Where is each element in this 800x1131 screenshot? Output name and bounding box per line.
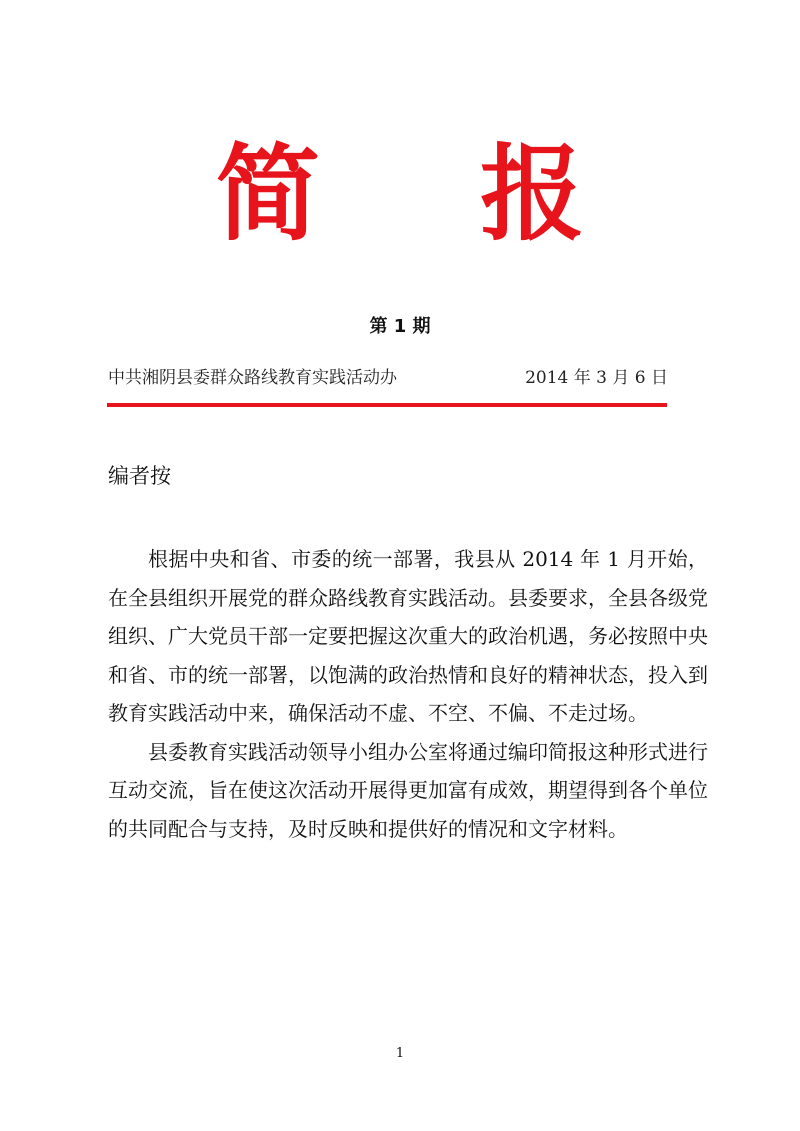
issue-number: 第 1 期 [369,316,431,337]
red-divider-line [107,403,667,407]
page-number: 1 [395,1046,405,1061]
bulletin-masthead-title: 简 报 [215,132,647,255]
issuer-name: 中共湘阴县委群众路线教育实践活动办 [108,368,397,388]
editor-note-heading: 编者按 [108,464,171,488]
body-paragraph: 根据中央和省、市委的统一部署，我县从 2014 年 1 月开始，在全县组织开展党的群众路线教育实践活动。县委要求，全县各级党组织、广大党员干部一定要把握这次重大的政治机遇，务必按照中央和省、市的统一部署，以饱满的政治热情和良好的精神状态，投入到教育实践活动中来，确保活动不虚、不空、不偏、不走过场。 [108,547,708,725]
editor-note-body [108,540,708,848]
issue-date: 2014 年 3 月 6 日 [525,368,668,388]
body-paragraph: 县委教育实践活动领导小组办公室将通过编印简报这种形式进行互动交流，旨在使这次活动开展得更加富有成效，期望得到各个单位的共同配合与支持，及时反映和提供好的情况和文字材料。 [108,739,708,841]
